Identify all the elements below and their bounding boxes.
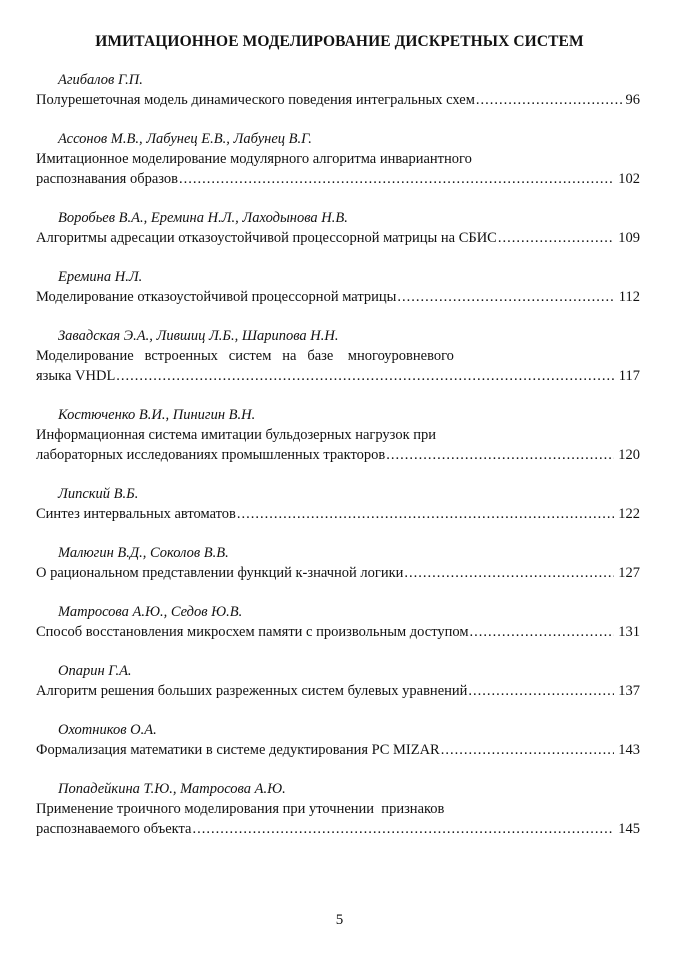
dot-leader (397, 287, 614, 307)
toc-entry (36, 661, 640, 701)
entry-page: 145 (618, 821, 640, 837)
entry-title: Формализация математики в системе дедуктирования PC MIZAR (36, 742, 440, 758)
entry-title: Моделирование отказоустойчивой процессорной матрицы (36, 289, 397, 305)
dot-leader (386, 445, 614, 465)
toc-entry (36, 779, 640, 839)
entry-page: 109 (618, 230, 640, 246)
entry-page: 127 (618, 565, 640, 581)
entry-page: 131 (618, 624, 640, 640)
entry-authors: Малюгин В.Д., Соколов В.В. (58, 545, 229, 561)
entry-title-with-page[interactable] (36, 90, 640, 110)
dot-leader (476, 90, 622, 110)
dot-leader (404, 563, 614, 583)
entry-page: 137 (618, 683, 640, 699)
entry-title-with-page[interactable] (36, 504, 640, 524)
entry-page: 102 (618, 171, 640, 187)
entry-title-with-page[interactable] (36, 287, 640, 307)
entry-title-line: Моделирование встроенных систем на базе многоуровневого (36, 348, 454, 364)
entry-title: распознаваемого объекта (36, 821, 192, 837)
entry-title-with-page[interactable] (36, 681, 640, 701)
entry-authors: Еремина Н.Л. (58, 269, 143, 285)
entry-authors: Ассонов М.В., Лабунец Е.В., Лабунец В.Г. (58, 131, 312, 147)
entry-title-with-page[interactable] (36, 169, 640, 189)
toc-entry (36, 543, 640, 583)
entry-page: 143 (618, 742, 640, 758)
dot-leader (468, 681, 614, 701)
dot-leader (237, 504, 614, 524)
dot-leader (192, 819, 614, 839)
entry-title-with-page[interactable] (36, 740, 640, 760)
dot-leader (116, 366, 614, 386)
table-of-contents (36, 70, 640, 858)
entry-title-with-page[interactable] (36, 819, 640, 839)
dot-leader (179, 169, 614, 189)
entry-page: 122 (618, 506, 640, 522)
entry-authors: Попадейкина Т.Ю., Матросова А.Ю. (58, 781, 286, 797)
entry-title: Полурешеточная модель динамического поведения интегральных схем (36, 92, 475, 108)
toc-entry (36, 208, 640, 248)
dot-leader (441, 740, 615, 760)
entry-title-with-page[interactable] (36, 228, 640, 248)
entry-title: Алгоритм решения больших разреженных систем булевых уравнений (36, 683, 468, 699)
entry-authors: Матросова А.Ю., Седов Ю.В. (58, 604, 243, 620)
entry-authors: Завадская Э.А., Лившиц Л.Б., Шарипова Н.Н. (58, 328, 339, 344)
entry-title: Алгоритмы адресации отказоустойчивой процессорной матрицы на СБИС (36, 230, 497, 246)
toc-entry (36, 484, 640, 524)
entry-title-line: Имитационное моделирование модулярного алгоритма инвариантного (36, 151, 472, 167)
entry-title: О рациональном представлении функций к-значной логики (36, 565, 404, 581)
toc-entry (36, 720, 640, 760)
dot-leader (470, 622, 615, 642)
entry-authors: Агибалов Г.П. (58, 72, 143, 88)
entry-authors: Охотников О.А. (58, 722, 157, 738)
entry-title-with-page[interactable] (36, 366, 640, 386)
entry-title: Синтез интервальных автоматов (36, 506, 236, 522)
entry-page: 96 (625, 92, 640, 108)
toc-entry (36, 405, 640, 465)
entry-title: языка VHDL (36, 368, 116, 384)
entry-page: 120 (618, 447, 640, 463)
entry-authors: Липский В.Б. (58, 486, 139, 502)
entry-title: лабораторных исследованиях промышленных тракторов (36, 447, 386, 463)
entry-title-line: Применение троичного моделирования при уточнении признаков (36, 801, 445, 817)
entry-title-with-page[interactable] (36, 563, 640, 583)
entry-title-with-page[interactable] (36, 445, 640, 465)
entry-title-with-page[interactable] (36, 622, 640, 642)
entry-authors: Опарин Г.А. (58, 663, 132, 679)
page-number: 5 (335, 912, 344, 928)
dot-leader (498, 228, 614, 248)
entry-page: 112 (618, 289, 640, 305)
toc-entry (36, 602, 640, 642)
toc-entry (36, 70, 640, 110)
entry-title: Способ восстановления микросхем памяти с произвольным доступом (36, 624, 469, 640)
entry-title: распознавания образов (36, 171, 179, 187)
toc-entry (36, 129, 640, 189)
entry-title-line: Информационная система имитации бульдозерных нагрузок при (36, 427, 437, 443)
entry-authors: Костюченко В.И., Пинигин В.Н. (58, 407, 256, 423)
entry-authors: Воробьев В.А., Еремина Н.Л., Лаходынова Н.В. (58, 210, 348, 226)
entry-page: 117 (618, 368, 640, 384)
toc-entry (36, 267, 640, 307)
toc-entry (36, 326, 640, 386)
section-heading: ИМИТАЦИОННОЕ МОДЕЛИРОВАНИЕ ДИСКРЕТНЫХ СИСТЕМ (95, 33, 584, 50)
